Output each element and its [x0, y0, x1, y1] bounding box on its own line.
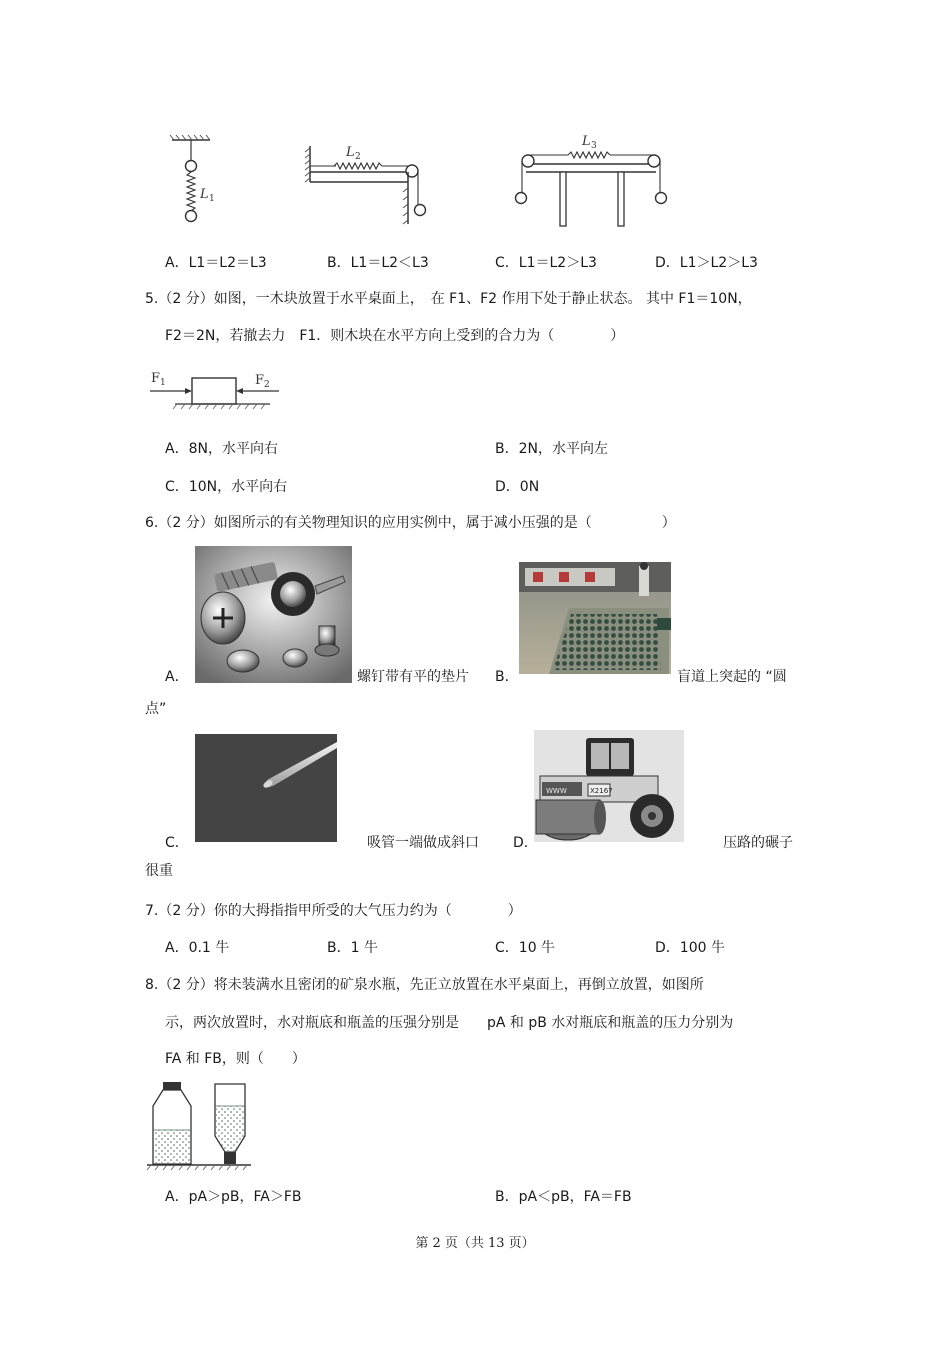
label-l3: L [582, 134, 591, 149]
q6-option-c-text[interactable]: 吸管一端做成斜口 [367, 835, 479, 851]
q6-option-b-text[interactable]: 盲道上突起的 “圆 [677, 669, 787, 685]
q5-option-a[interactable]: A．8N，水平向右 [165, 441, 278, 457]
q8-stem-line2: 示，两次放置时，水对瓶底和瓶盖的压强分别是 pA 和 pB 水对瓶底和瓶盖的压力分别为 [165, 1015, 734, 1031]
q5-option-b[interactable]: B．2N，水平向左 [495, 441, 608, 457]
q4-option-b[interactable]: B．L1＝L2＜L3 [327, 255, 429, 271]
q6-option-a-text[interactable]: 螺钉带有平的垫片 [357, 669, 469, 685]
label-f2: F [255, 373, 265, 388]
q5-stem-line2: F2＝2N，若撤去力 F1．则木块在水平方向上受到的合力为（ ） [165, 328, 625, 344]
tactile-paving-photo [519, 562, 671, 674]
water-bottles-figure [145, 1080, 255, 1172]
q4-option-a[interactable]: A．L1＝L2＝L3 [165, 255, 267, 271]
q4-option-c[interactable]: C．L1＝L2＞L3 [495, 255, 597, 271]
svg-text:2: 2 [355, 152, 361, 162]
q7-option-b[interactable]: B．1 牛 [327, 940, 378, 956]
q6-option-b-cont: 点” [145, 701, 167, 717]
road-roller-photo [534, 730, 684, 842]
svg-text:1: 1 [160, 378, 166, 388]
q6-stem-line1: 6.（2 分）如图所示的有关物理知识的应用实例中，属于减小压强的是（ ） [145, 515, 676, 531]
screws-washers-photo [195, 546, 352, 683]
q5-option-d[interactable]: D．0N [495, 479, 540, 495]
spring-hanging-figure [160, 134, 250, 230]
q7-option-a[interactable]: A．0.1 牛 [165, 940, 230, 956]
page-footer: 第 2 页（共 13 页） [415, 1236, 535, 1251]
spring-double-pulley-figure [508, 130, 673, 230]
q5-stem-line1: 5.（2 分）如图，一木块放置于水平桌面上， 在 F1、F2 作用下处于静止状态。 其中 F1＝10N， [145, 291, 752, 307]
svg-text:3: 3 [591, 141, 597, 151]
roller-number: X2167 [590, 787, 613, 795]
q6-option-d-cont: 很重 [145, 863, 173, 879]
q7-stem-line1: 7.（2 分）你的大拇指指甲所受的大气压力约为（ ） [145, 903, 522, 919]
q8-stem-line3: FA 和 FB，则（ ） [165, 1051, 306, 1067]
svg-text:2: 2 [264, 380, 270, 390]
svg-text:WWW: WWW [546, 787, 567, 795]
q6-option-c-key[interactable]: C． [165, 835, 189, 851]
straw-photo [195, 734, 337, 842]
spring-table-figure [300, 140, 440, 230]
label-l1: L [200, 187, 209, 202]
q6-option-d-key[interactable]: D． [513, 835, 538, 851]
q8-stem-line1: 8.（2 分）将未装满水且密闭的矿泉水瓶，先正立放置在水平桌面上，再倒立放置，如图所 [145, 977, 704, 993]
svg-text:1: 1 [209, 194, 215, 204]
q8-option-a[interactable]: A．pA＞pB，FA＞FB [165, 1189, 302, 1205]
q8-option-b[interactable]: B．pA＜pB，FA＝FB [495, 1189, 632, 1205]
q7-option-c[interactable]: C．10 牛 [495, 940, 556, 956]
label-l2: L [346, 145, 355, 160]
q6-option-b-key[interactable]: B． [495, 669, 519, 685]
q7-option-d[interactable]: D．100 牛 [655, 940, 725, 956]
q6-option-d-text[interactable]: 压路的碾子 [723, 835, 793, 851]
q6-option-a-key[interactable]: A． [165, 669, 189, 685]
q4-option-d[interactable]: D．L1＞L2＞L3 [655, 255, 758, 271]
block-forces-figure [145, 368, 285, 412]
q5-option-c[interactable]: C．10N，水平向右 [165, 479, 288, 495]
label-f1: F [151, 371, 161, 386]
